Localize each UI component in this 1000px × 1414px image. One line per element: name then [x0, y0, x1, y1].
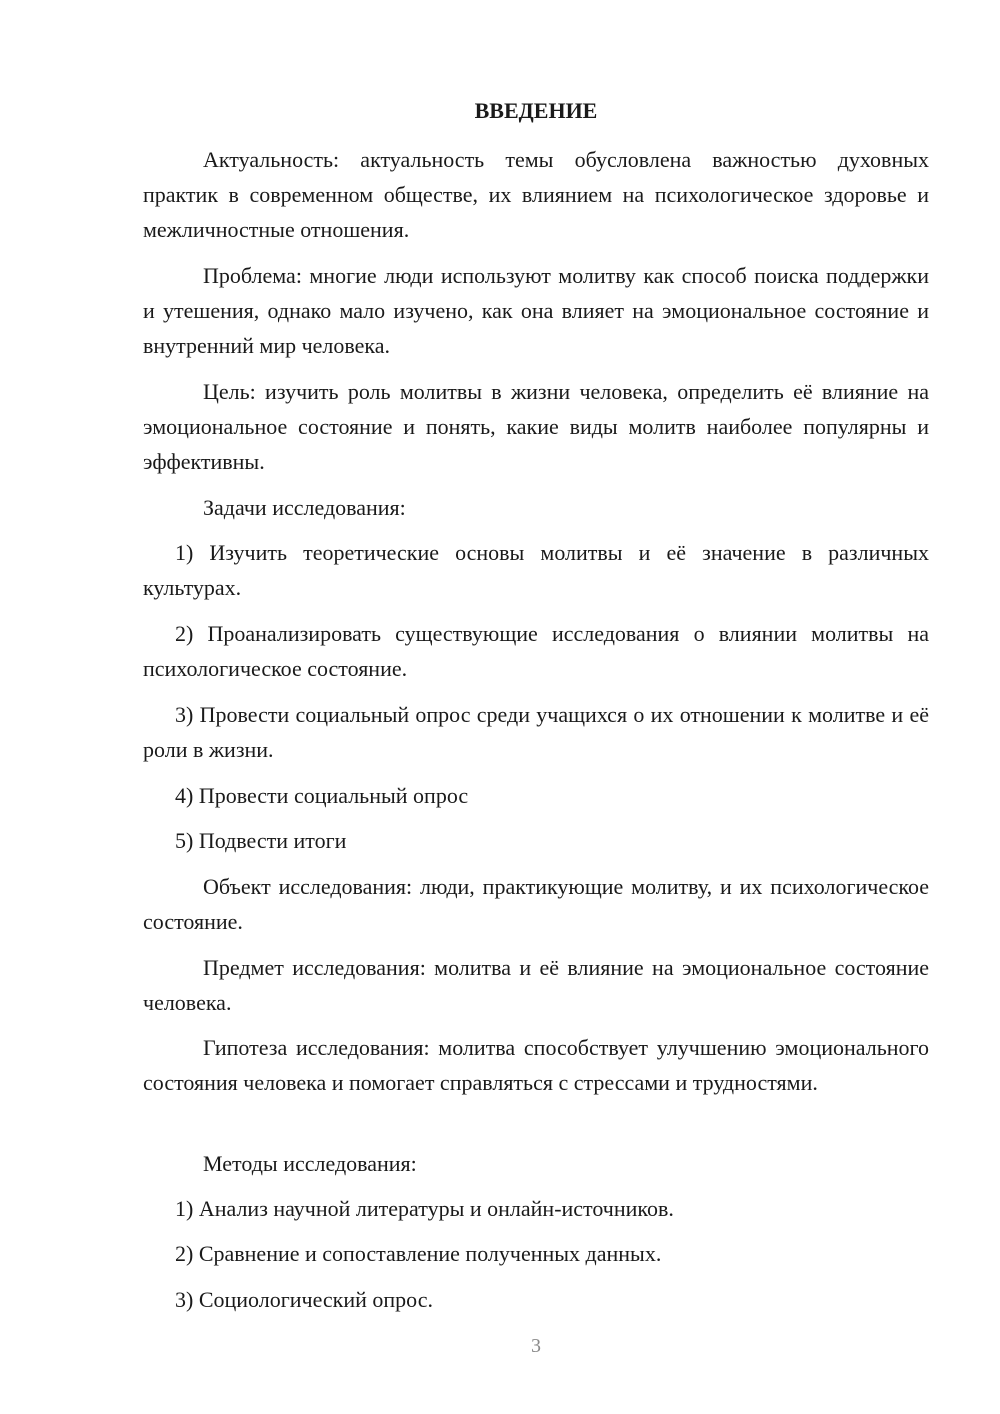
task-item-3: 3) Провести социальный опрос среди учащихся о их отношении к молитве и её роли в жизни.	[143, 702, 929, 762]
paragraph-hypothesis: Гипотеза исследования: молитва способствует улучшению эмоционального состояния человека и помогает справляться с стрессами и трудностями.	[143, 1035, 929, 1095]
task-item-2: 2) Проанализировать существующие исследования о влиянии молитвы на психологическое состояние.	[143, 621, 929, 681]
page-title: ВВЕДЕНИЕ	[474, 98, 598, 123]
paragraph-problem: Проблема: многие люди используют молитву как способ поиска поддержки и утешения, однако мало изучено, как она влияет на эмоциональное состояние и внутренний мир человека.	[143, 263, 929, 358]
method-item-3: 3) Социологический опрос.	[175, 1287, 433, 1312]
task-item-4: 4) Провести социальный опрос	[175, 783, 469, 808]
paragraph-relevance: Актуальность: актуальность темы обусловлена важностью духовных практик в современном обществе, их влиянием на психологическое здоровье и межличностные отношения.	[143, 147, 929, 242]
page-number: 3	[531, 1335, 541, 1357]
paragraph-goal: Цель: изучить роль молитвы в жизни человека, определить её влияние на эмоциональное состояние и понять, какие виды молитв наиболее популярны и эффективны.	[143, 379, 929, 474]
method-item-2: 2) Сравнение и сопоставление полученных данных.	[175, 1241, 662, 1266]
paragraph-methods-heading: Методы исследования:	[203, 1151, 417, 1176]
paragraph-object: Объект исследования: люди, практикующие молитву, и их психологическое состояние.	[143, 874, 929, 934]
paragraph-subject: Предмет исследования: молитва и её влияние на эмоциональное состояние человека.	[143, 955, 929, 1015]
paragraph-tasks-heading: Задачи исследования:	[203, 495, 406, 520]
task-item-5: 5) Подвести итоги	[175, 828, 347, 853]
method-item-1: 1) Анализ научной литературы и онлайн-источников.	[175, 1196, 674, 1221]
task-item-1: 1) Изучить теоретические основы молитвы и её значение в различных культурах.	[143, 540, 929, 600]
